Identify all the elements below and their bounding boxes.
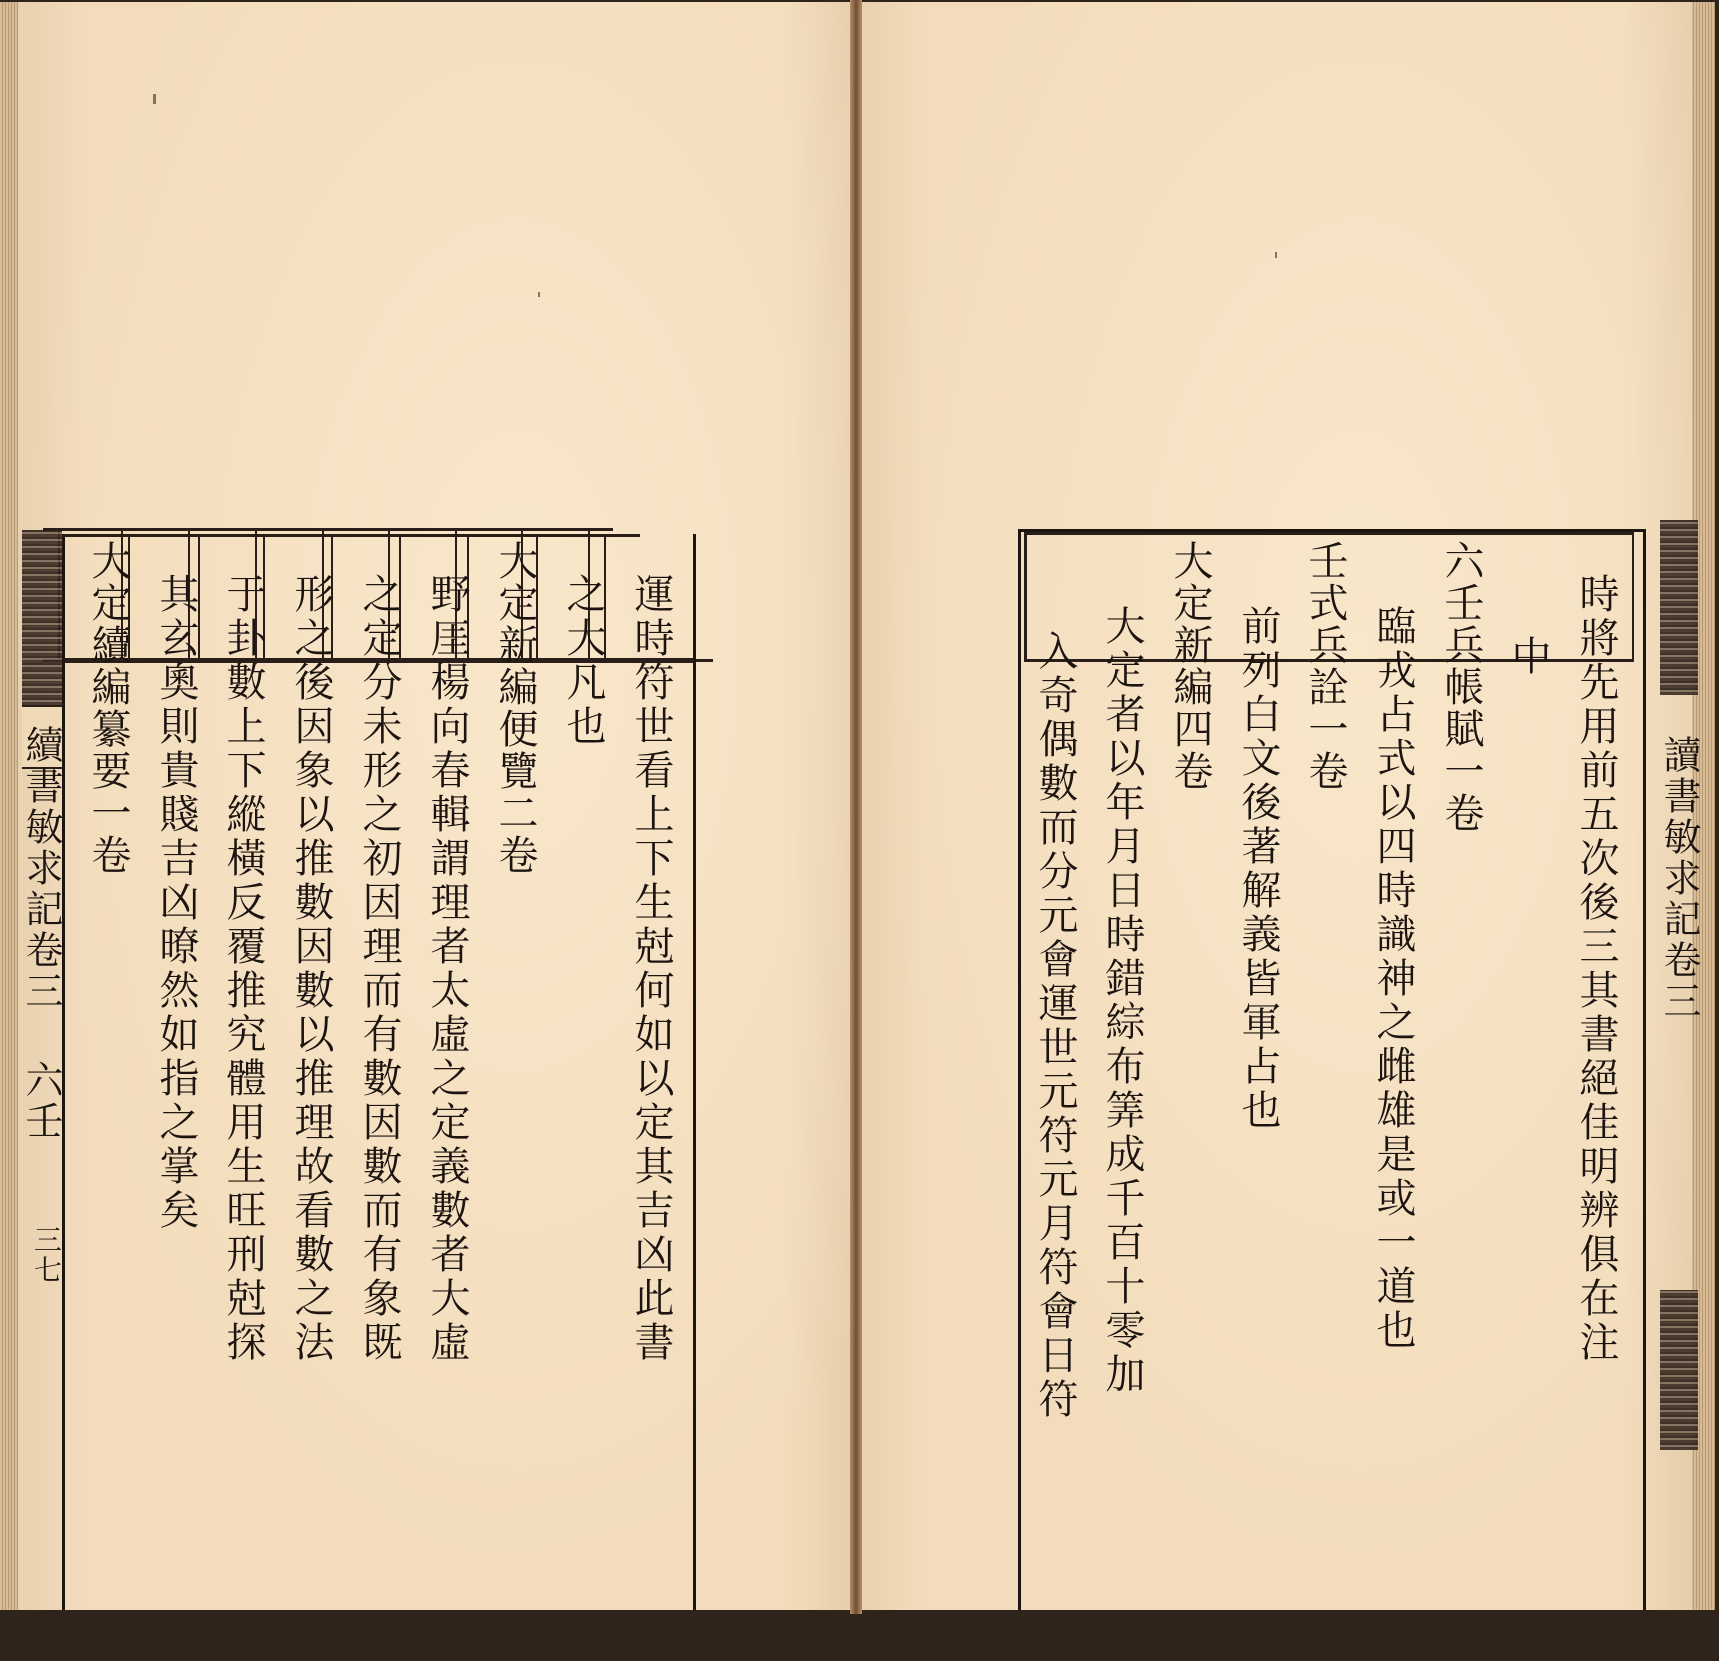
right-heading-1: 六壬兵帳賦一卷 bbox=[1438, 540, 1484, 834]
right-column-9: 入奇偶數而分元會運世元符元月符會日符 bbox=[1032, 630, 1078, 1422]
left-column-7: 于卦數上下縱橫反覆推究體用生旺刑尅探 bbox=[220, 573, 266, 1365]
left-column-5: 之定分未形之初因理而有數因數而有象既 bbox=[356, 573, 402, 1365]
left-spine-title: 續書敏求記卷三 bbox=[19, 725, 63, 1012]
left-heading-2: 大定續編纂要一卷 bbox=[85, 540, 131, 876]
left-column-2: 之大凡也 bbox=[560, 573, 606, 749]
right-heading-2: 壬式兵詮一卷 bbox=[1302, 540, 1348, 792]
left-column-4: 野厓楊向春輯謂理者太虛之定義數者大虛 bbox=[424, 573, 470, 1365]
right-spine-title: 讀書敏求記卷三 bbox=[1657, 735, 1701, 1022]
left-heading-1: 大定新編便覽二卷 bbox=[492, 540, 538, 876]
left-spine-section: 六壬 bbox=[19, 1060, 63, 1142]
left-column-8: 其玄奧則貴賤吉凶暸然如指之掌矣 bbox=[153, 573, 199, 1233]
right-spine-ornament-top bbox=[1660, 520, 1698, 695]
right-column-4: 臨戎占式以四時識神之雌雄是或一道也 bbox=[1370, 605, 1416, 1353]
left-column-1: 運時符世看上下生尅何如以定其吉凶此書 bbox=[628, 573, 674, 1365]
right-column-8: 大定者以年月日時錯綜布筭成千百十零加 bbox=[1099, 605, 1145, 1397]
right-spine-ornament-bottom bbox=[1660, 1290, 1698, 1450]
right-column-6: 前列白文後著解義皆軍占也 bbox=[1235, 605, 1281, 1133]
right-column-1: 時將先用前五次後三其書絕佳明辨俱在注 bbox=[1573, 573, 1619, 1365]
right-column-2: 中 bbox=[1505, 635, 1551, 679]
right-heading-3: 大定新編四卷 bbox=[1167, 540, 1213, 792]
left-frame-top-line bbox=[62, 534, 639, 537]
left-spine-ornament-top bbox=[22, 530, 62, 705]
left-folio: 三七 bbox=[30, 1225, 63, 1285]
left-column-6: 形之後因象以推數因數以推理故看數之法 bbox=[288, 573, 334, 1365]
